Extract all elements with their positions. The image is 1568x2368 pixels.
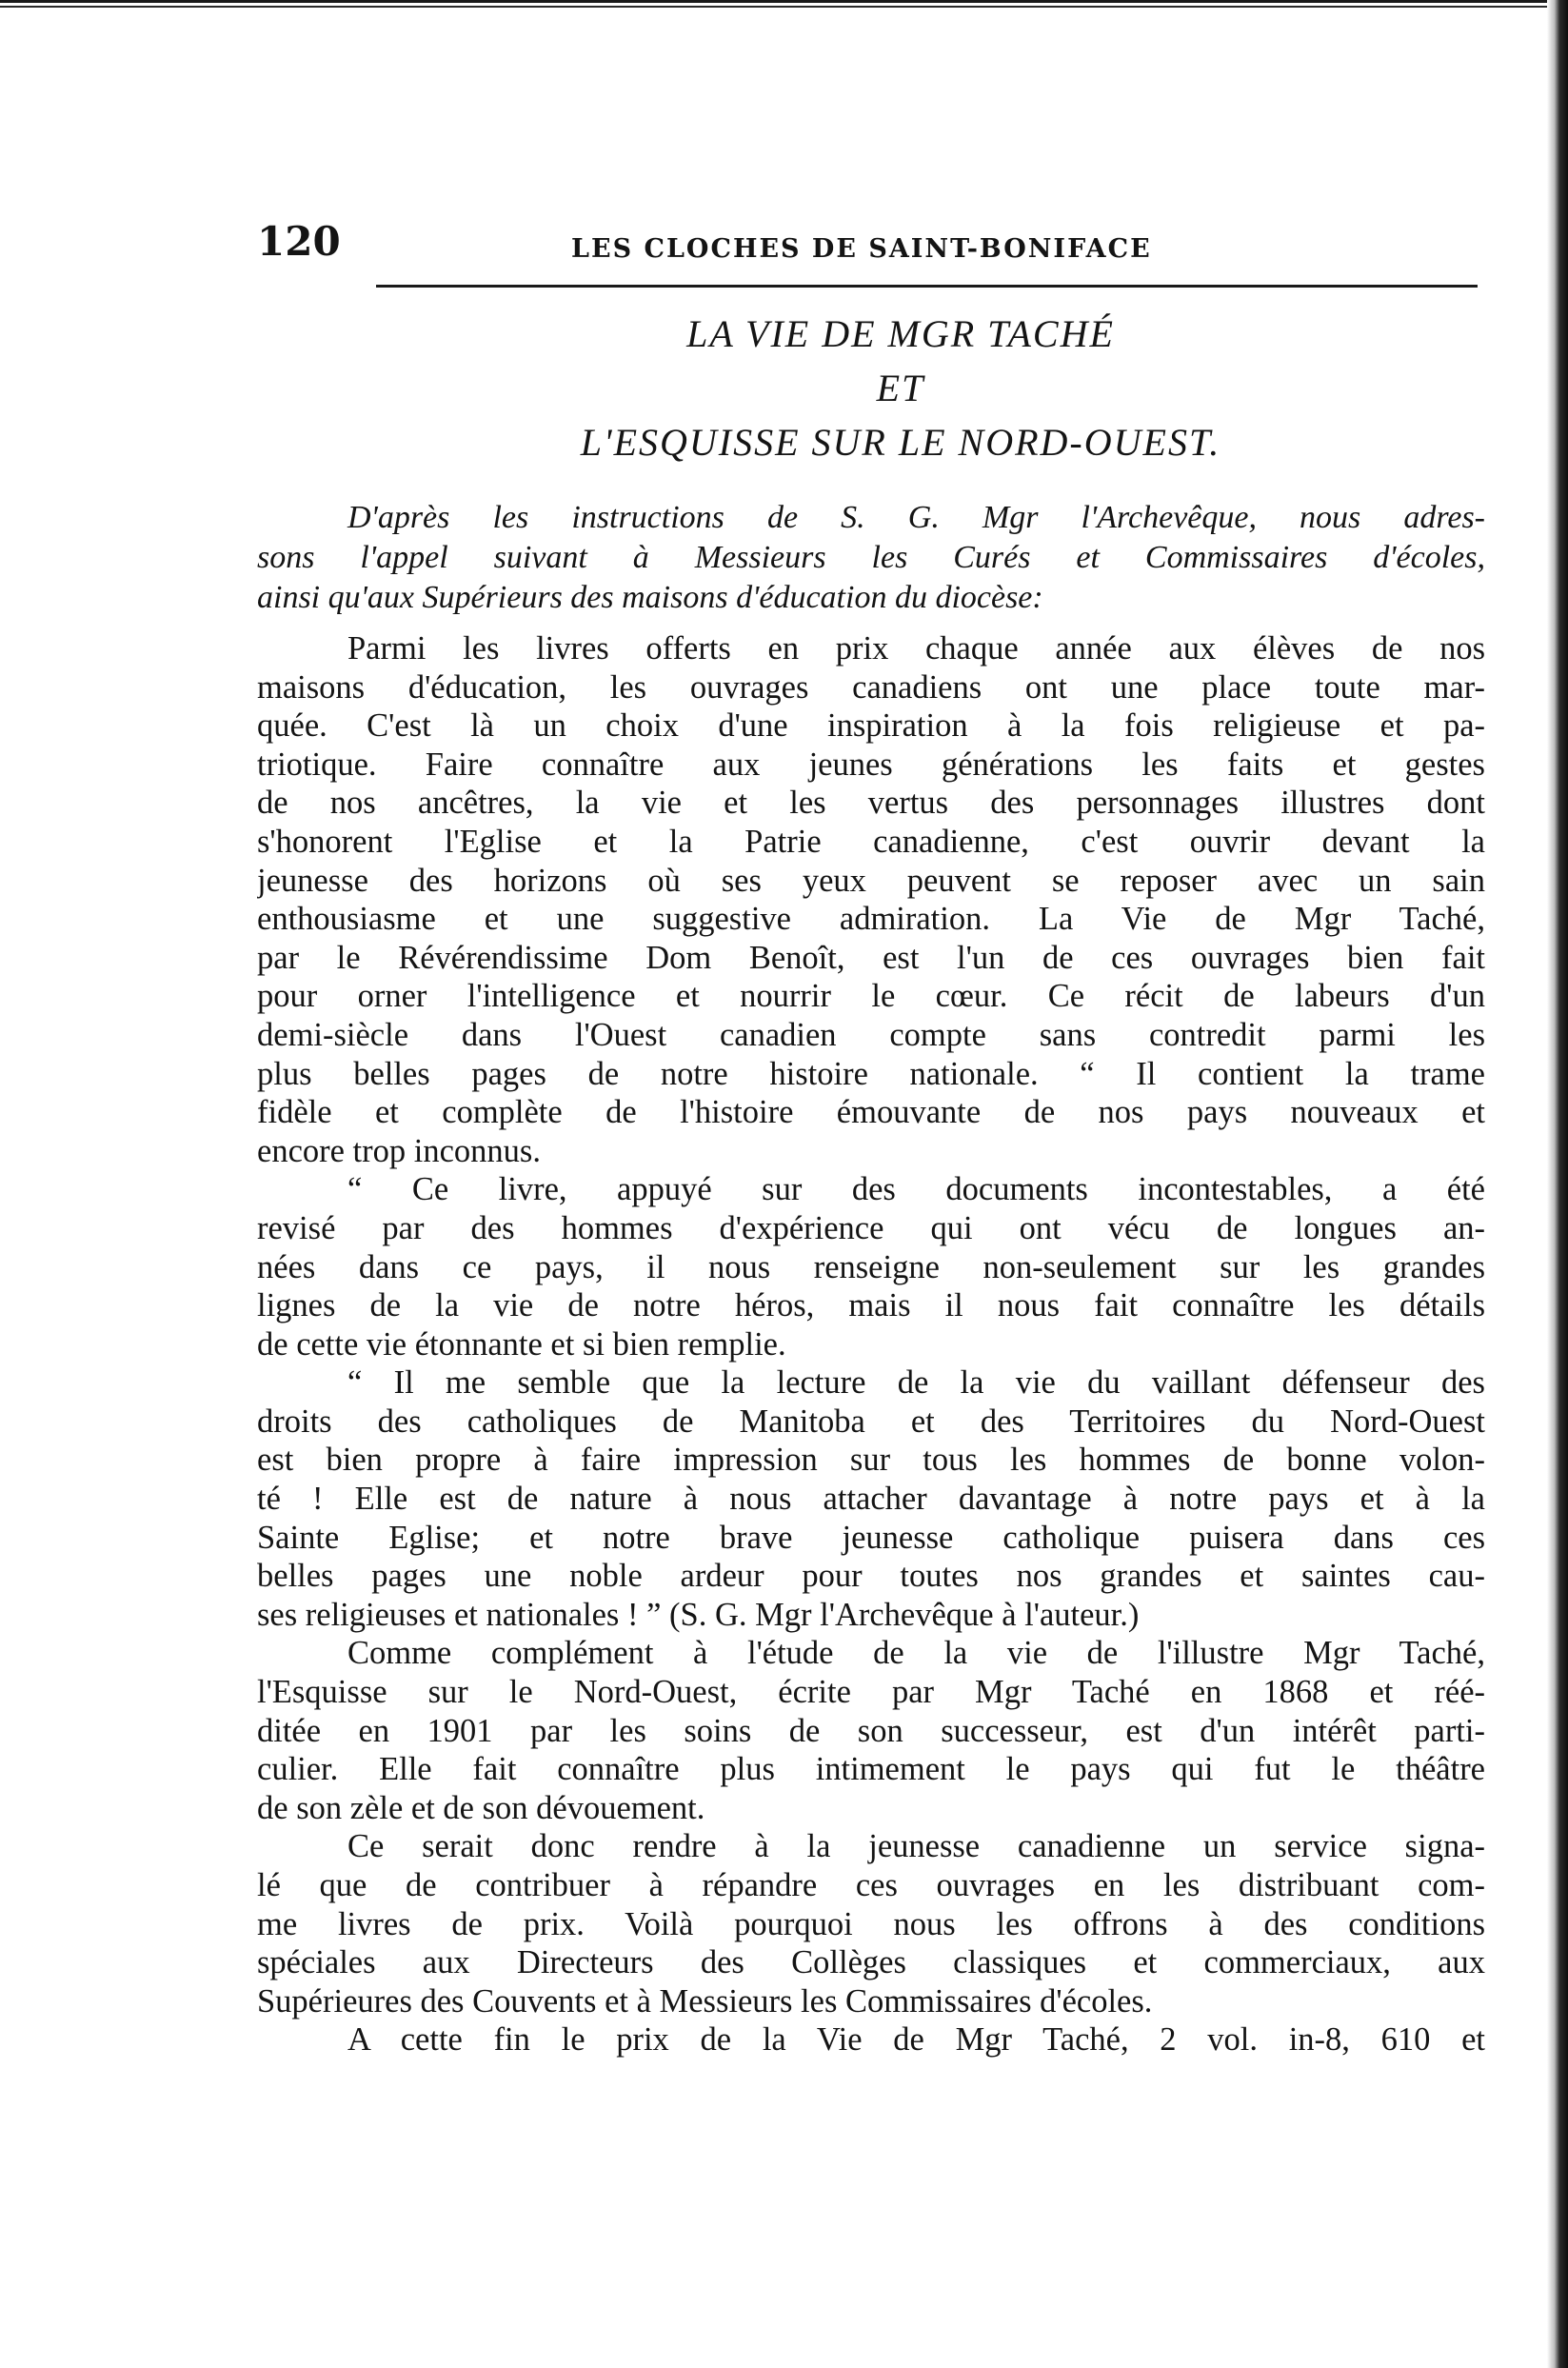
article-title-line: L'ESQUISSE SUR LE NORD-OUEST. (580, 421, 1221, 464)
paragraph-line: Sainte Eglise; et notre brave jeunesse catholique puisera dans ces (257, 1519, 1485, 1556)
article-body (257, 629, 1485, 2060)
paragraph-line: de nos ancêtres, la vie et les vertus des personnages illustres dont (257, 785, 1485, 822)
page-top-edge (0, 0, 1568, 13)
paragraph-line: té ! Elle est de nature à nous attacher davantage à notre pays et à la (257, 1481, 1485, 1518)
paragraph-line: lé que de contribuer à répandre ces ouvrages en les distribuant com- (257, 1867, 1485, 1903)
paragraph-line: nées dans ce pays, il nous renseigne non-seulement sur les grandes (257, 1248, 1485, 1285)
paragraph-line: revisé par des hommes d'expérience qui ont vécu de longues an- (257, 1209, 1485, 1246)
paragraph-line: Parmi les livres offerts en prix chaque année aux élèves de nos (347, 630, 1485, 667)
paragraph (257, 1170, 1485, 1363)
paragraph-line: “ Il me semble que la lecture de la vie du vaillant défenseur des (347, 1364, 1485, 1402)
article-title-line: ET (876, 367, 925, 409)
paragraph-line: ses religieuses et nationales ! ” (S. G. Mgr l'Archevêque à l'auteur.) (257, 1596, 1140, 1633)
paragraph-line: Supérieures des Couvents et à Messieurs les Commissaires d'écoles. (257, 1982, 1153, 2020)
paragraph-line: l'Esquisse sur le Nord-Ouest, écrite par Mgr Taché en 1868 et réé- (257, 1674, 1485, 1711)
intro-line: D'après les instructions de S. G. Mgr l'Archevêque, nous adres- (347, 500, 1485, 535)
running-title: LES CLOCHES DE SAINT-BONIFACE (571, 234, 1152, 264)
page-binding-edge (1547, 0, 1568, 2368)
paragraph-line: est bien propre à faire impression sur tous les hommes de bonne volon- (257, 1442, 1485, 1479)
running-head (257, 205, 1485, 265)
paragraph-line: maisons d'éducation, les ouvrages canadiens ont une place toute mar- (257, 668, 1485, 706)
intro-line: ainsi qu'aux Supérieurs des maisons d'éducation du diocèse: (257, 580, 1043, 615)
paragraph-line: par le Révérendissime Dom Benoît, est l'un de ces ouvrages bien fait (257, 939, 1485, 976)
header-rule (376, 285, 1478, 288)
paragraph-line: A cette fin le prix de la Vie de Mgr Taché, 2 vol. in-8, 610 et (347, 2021, 1485, 2059)
paragraph-line: enthousiasme et une suggestive admiration. La Vie de Mgr Taché, (257, 901, 1485, 938)
paragraph-line: de son zèle et de son dévouement. (257, 1789, 705, 1826)
paragraph-line: plus belles pages de notre histoire nationale. “ Il contient la trame (257, 1055, 1485, 1092)
paragraph-line: belles pages une noble ardeur pour toutes nos grandes et saintes cau- (257, 1558, 1485, 1595)
intro-line: sons l'appel suivant à Messieurs les Curés et Commissaires d'écoles, (257, 540, 1485, 575)
paragraph-line: Comme complément à l'étude de la vie de l'illustre Mgr Taché, (347, 1635, 1485, 1672)
paragraph (257, 1827, 1485, 2020)
paragraph-line: culier. Elle fait connaître plus intimement le pays qui fut le théâtre (257, 1751, 1485, 1788)
paragraph (257, 1363, 1485, 1634)
paragraph-line: droits des catholiques de Manitoba et des Territoires du Nord-Ouest (257, 1403, 1485, 1440)
paragraph-line: quée. C'est là un choix d'une inspiration à la fois religieuse et pa- (257, 707, 1485, 745)
paragraph-line: demi-siècle dans l'Ouest canadien compte sans contredit parmi les (257, 1016, 1485, 1053)
paragraph-line: fidèle et complète de l'histoire émouvante de nos pays nouveaux et (257, 1094, 1485, 1131)
paragraph-line: jeunesse des horizons où ses yeux peuvent se reposer avec un sain (257, 862, 1485, 899)
paragraph-line: “ Ce livre, appuyé sur des documents incontestables, a été (347, 1171, 1485, 1208)
paragraph-line: encore trop inconnus. (257, 1132, 541, 1169)
article-title-line: LA VIE DE MGR TACHÉ (686, 312, 1115, 355)
paragraph (257, 629, 1485, 1170)
paragraph-line: spéciales aux Directeurs des Collèges classiques et commerciaux, aux (257, 1944, 1485, 1981)
paragraph-line: Ce serait donc rendre à la jeunesse canadienne un service signa- (347, 1828, 1485, 1865)
page-number: 120 (257, 218, 341, 265)
paragraph (257, 1634, 1485, 1827)
paragraph-line: triotique. Faire connaître aux jeunes générations les faits et gestes (257, 746, 1485, 783)
book-page (257, 205, 1485, 2060)
paragraph-line: s'honorent l'Eglise et la Patrie canadienne, c'est ouvrir devant la (257, 823, 1485, 860)
intro-note (257, 498, 1485, 618)
paragraph (257, 2020, 1485, 2060)
article-title (257, 307, 1485, 469)
paragraph-line: ditée en 1901 par les soins de son successeur, est d'un intérêt parti- (257, 1712, 1485, 1749)
paragraph-line: pour orner l'intelligence et nourrir le cœur. Ce récit de labeurs d'un (257, 978, 1485, 1015)
paragraph-line: de cette vie étonnante et si bien remplie. (257, 1325, 786, 1363)
paragraph-line: lignes de la vie de notre héros, mais il nous fait connaître les détails (257, 1287, 1485, 1324)
paragraph-line: me livres de prix. Voilà pourquoi nous les offrons à des conditions (257, 1905, 1485, 1942)
